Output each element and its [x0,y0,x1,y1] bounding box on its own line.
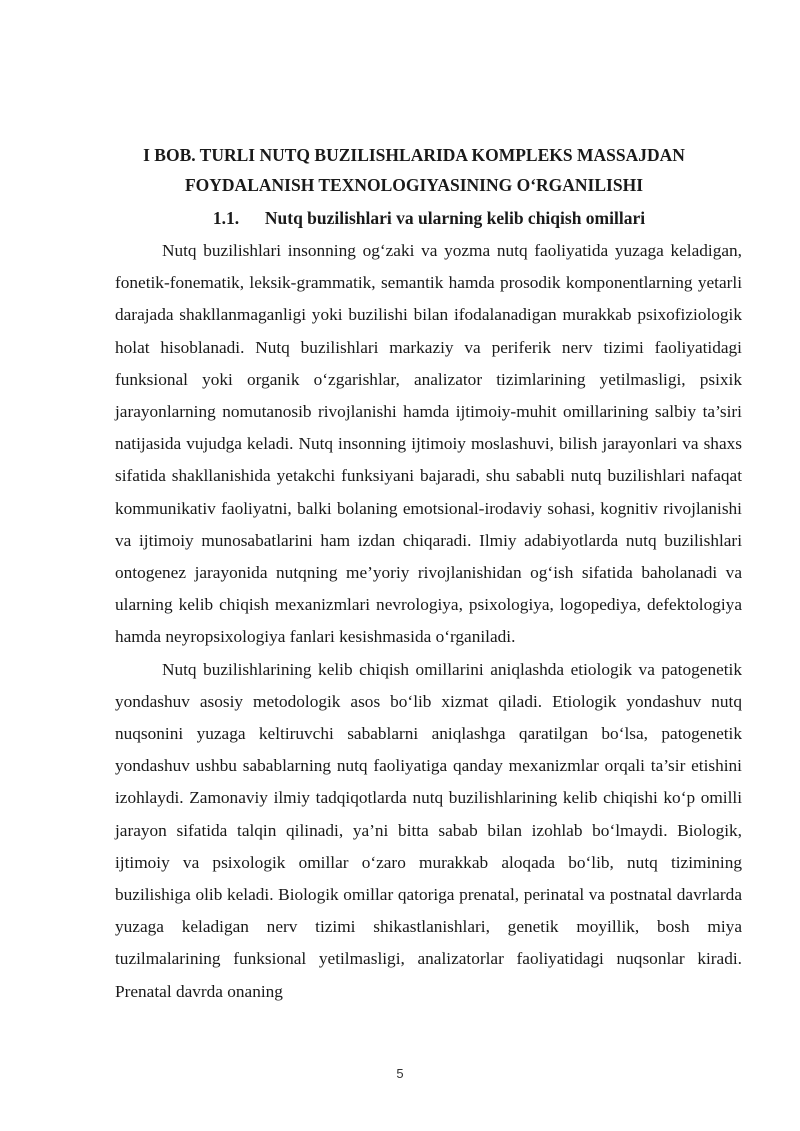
section-title: Nutq buzilishlari va ularning kelib chiqish omillari [264,208,646,228]
paragraph: Nutq buzilishlari insonning og‘zaki va yozma nutq faoliyatida yuzaga keladigan, fonetik-fonematik, leksik-grammatik, semantik hamda prosodik komponentlarning yetarli darajada shakllanmaganligi yoki buzilishi bilan ifodalanadigan murakkab psixofiziologik holat hisoblanadi. Nutq buzilishlari markaziy va periferik nerv tizimi faoliyatidagi funksional yoki organik o‘zgarishlar, analizator tizimlarining yetilmasligi, psixik jarayonlarning nomutanosib rivojlanishi hamda ijtimoiy-muhit omillarining salbiy ta’siri natijasida vujudga keladi. Nutq insonning ijtimoiy moslashuvi, bilish jarayonlari va shaxs sifatida shakllanishida yetakchi funksiyani bajaradi, shu sababli nutq buzilishlari nafaqat kommunikativ faoliyatni, balki bolaning emotsional-irodaviy sohasi, kognitiv rivojlanishi va ijtimoiy munosabatlarini ham izdan chiqaradi. Ilmiy adabiyotlarda nutq buzilishlari ontogenez jarayonida nutqning me’yoriy rivojlanishidan og‘ish sifatida baholanadi va ularning kelib chiqish mexanizmlari nevrologiya, psixologiya, logopediya, defektologiya hamda neyropsixologiya fanlari kesishmasida o‘rganiladi. [115,241,742,647]
section-heading [115,203,743,233]
body-text [115,235,742,1008]
chapter-title-line-1: I BOB. TURLI NUTQ BUZILISHLARIDA KOMPLEKS MASSAJDAN [143,145,685,165]
paragraph: Nutq buzilishlarining kelib chiqish omillarini aniqlashda etiologik va patogenetik yondashuv asosiy metodologik asos bo‘lib xizmat qiladi. Etiologik yondashuv nutq nuqsonini yuzaga keltiruvchi sabablarni aniqlashga qaratilgan bo‘lsa, patogenetik yondashuv ushbu sabablarning nutq faoliyatiga qanday mexanizmlar orqali ta’sir etishini izohlaydi. Zamonaviy ilmiy tadqiqotlarda nutq buzilishlarining kelib chiqishi ko‘p omilli jarayon sifatida talqin qilinadi, ya’ni bitta sabab bilan izohlab bo‘lmaydi. Biologik, ijtimoiy va psixologik omillar o‘zaro murakkab aloqada bo‘lib, nutq tizimining buzilishiga olib keladi. Biologik omillar qatoriga prenatal, perinatal va postnatal davrlarda yuzaga keladigan nerv tizimi shikastlanishlari, genetik moyillik, bosh miya tuzilmalarining funksional yetilmasligi, analizatorlar faoliyatidagi nuqsonlar kiradi. Prenatal davrda onaning [115,659,742,1001]
chapter-title-line-2: FOYDALANISH TEXNOLOGIYASINING O‘RGANILISHI [184,175,644,195]
chapter-title [100,140,728,200]
page-number: 5 [396,1066,404,1081]
section-number: 1.1. [212,208,240,228]
